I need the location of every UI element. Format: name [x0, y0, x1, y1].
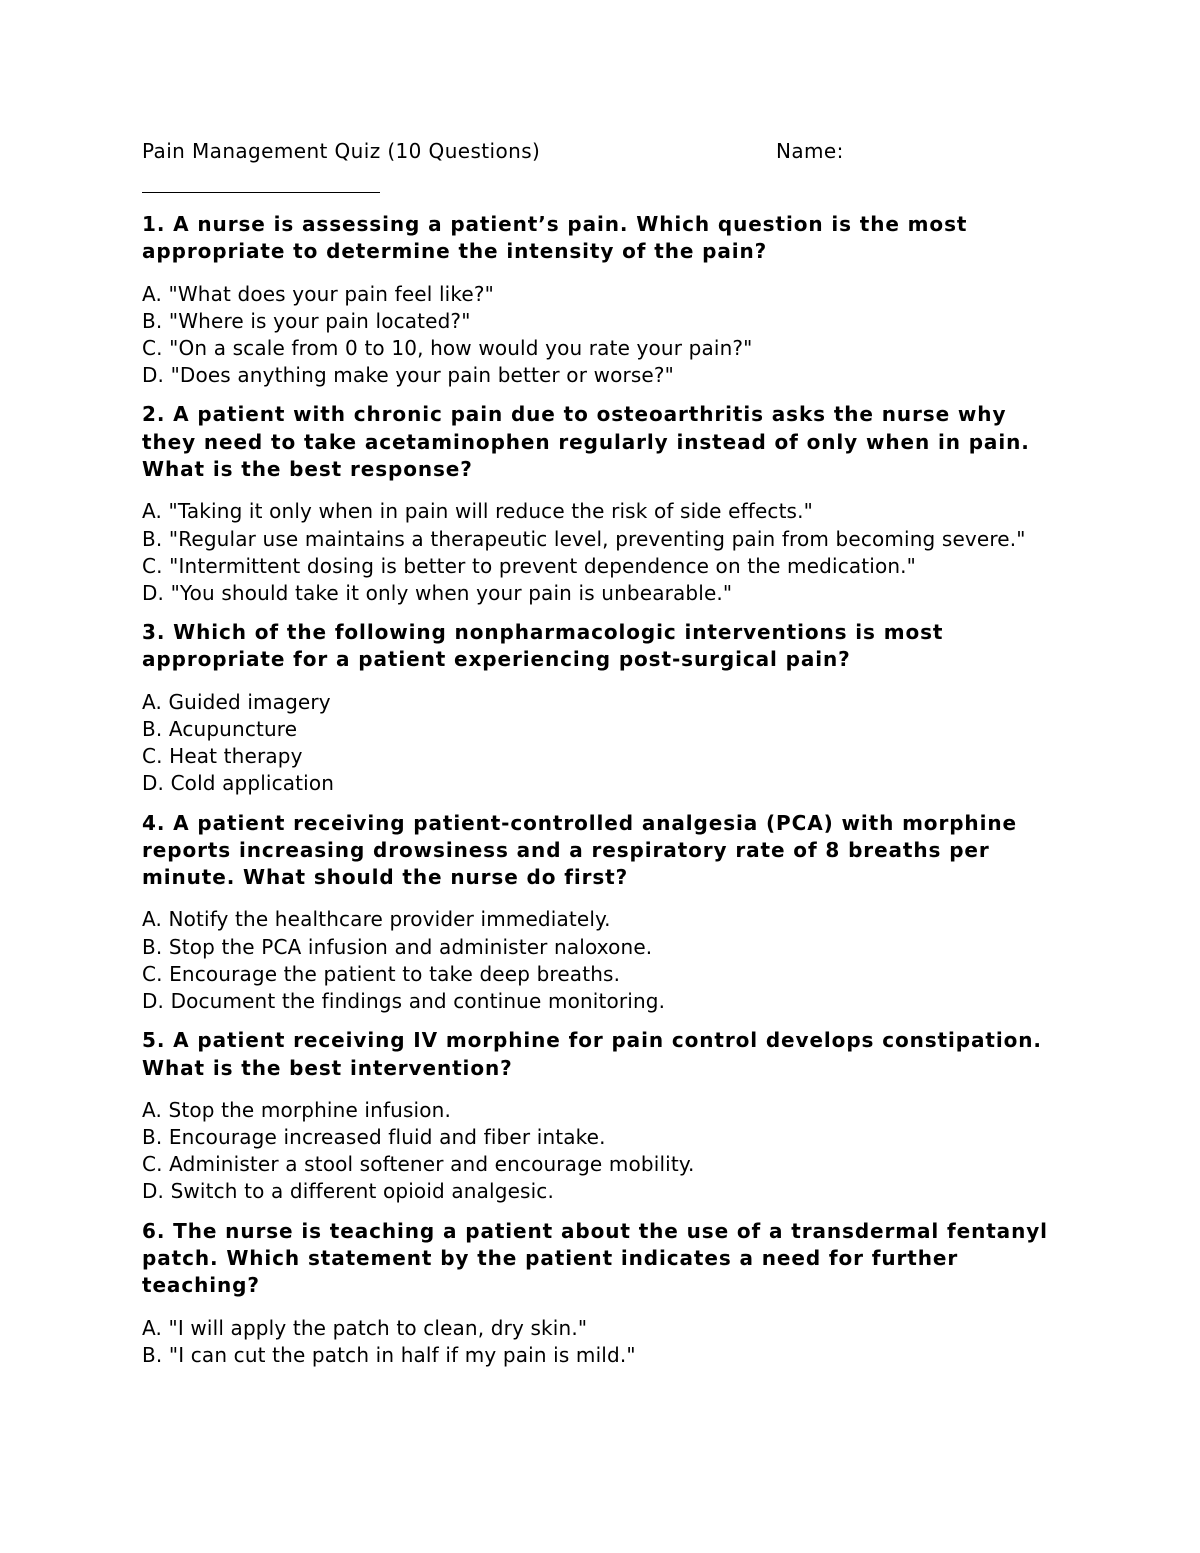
- answer-option-b[interactable]: B. "Regular use maintains a therapeutic level, preventing pain from becoming severe.": [142, 526, 1026, 551]
- name-blank-line[interactable]: [142, 192, 380, 193]
- question-text: 6. The nurse is teaching a patient about the use of a transdermal fentanyl patch. Which statement by the patient indicates a need for further teaching?: [142, 1218, 1048, 1298]
- question-1: [142, 211, 1062, 389]
- quiz-header: [142, 138, 1062, 168]
- answer-option-a[interactable]: A. Guided imagery: [142, 689, 331, 714]
- answer-option-c[interactable]: C. Administer a stool softener and encourage mobility.: [142, 1152, 695, 1177]
- answer-options: [142, 281, 1062, 390]
- answer-option-a[interactable]: A. Stop the morphine infusion.: [142, 1097, 451, 1122]
- quiz-title: Pain Management Quiz (10 Questions): [142, 139, 541, 163]
- answer-option-a[interactable]: A. "Taking it only when in pain will reduce the risk of side effects.": [142, 499, 813, 524]
- answer-options: [142, 906, 1062, 1015]
- answer-options: [142, 689, 1062, 798]
- question-text: 5. A patient receiving IV morphine for pain control develops constipation. What is the best intervention?: [142, 1028, 1042, 1080]
- answer-option-c[interactable]: C. "On a scale from 0 to 10, how would you rate your pain?": [142, 336, 753, 360]
- answer-option-b[interactable]: B. Stop the PCA infusion and administer naloxone.: [142, 934, 653, 959]
- answer-options: [142, 1097, 1062, 1206]
- question-text: 2. A patient with chronic pain due to osteoarthritis asks the nurse why they need to take acetaminophen regularly instead of only when in pain. What is the best response?: [142, 402, 1030, 481]
- answer-option-d[interactable]: D. Switch to a different opioid analgesic.: [142, 1179, 554, 1204]
- question-text: 1. A nurse is assessing a patient’s pain. Which question is the most appropriate to determine the intensity of the pain?: [142, 212, 968, 264]
- answer-option-b[interactable]: B. Encourage increased fluid and fiber intake.: [142, 1125, 606, 1150]
- answer-option-c[interactable]: C. Heat therapy: [142, 744, 303, 769]
- answer-option-b[interactable]: B. Acupuncture: [142, 716, 298, 741]
- name-label: Name:: [776, 139, 844, 163]
- answer-option-c[interactable]: C. "Intermittent dosing is better to prevent dependence on the medication.": [142, 553, 917, 578]
- question-4: [142, 810, 1062, 1016]
- question-2: [142, 401, 1062, 607]
- question-list: [142, 211, 1062, 1369]
- answer-option-c[interactable]: C. Encourage the patient to take deep breaths.: [142, 961, 621, 986]
- question-6: [142, 1218, 1062, 1369]
- question-3: [142, 619, 1062, 797]
- answer-option-b[interactable]: B. "I can cut the patch in half if my pain is mild.": [142, 1342, 636, 1367]
- answer-option-a[interactable]: A. "What does your pain feel like?": [142, 281, 494, 306]
- answer-option-d[interactable]: D. Cold application: [142, 771, 335, 796]
- quiz-page: [142, 138, 1062, 1381]
- answer-option-a[interactable]: A. "I will apply the patch to clean, dry skin.": [142, 1315, 588, 1340]
- answer-option-d[interactable]: D. "You should take it only when your pain is unbearable.": [142, 580, 733, 605]
- question-5: [142, 1027, 1062, 1205]
- answer-option-d[interactable]: D. Document the findings and continue monitoring.: [142, 989, 666, 1014]
- answer-options: [142, 1315, 1062, 1369]
- answer-option-b[interactable]: B. "Where is your pain located?": [142, 308, 471, 333]
- question-text: 3. Which of the following nonpharmacologic interventions is most appropriate for a patient experiencing post-surgical pain?: [142, 620, 944, 672]
- answer-option-a[interactable]: A. Notify the healthcare provider immediately.: [142, 907, 611, 932]
- question-text: 4. A patient receiving patient-controlled analgesia (PCA) with morphine reports increasing drowsiness and a respiratory rate of 8 breaths per minute. What should the nurse do first?: [142, 810, 1017, 890]
- answer-options: [142, 498, 1062, 607]
- answer-option-d[interactable]: D. "Does anything make your pain better or worse?": [142, 363, 674, 388]
